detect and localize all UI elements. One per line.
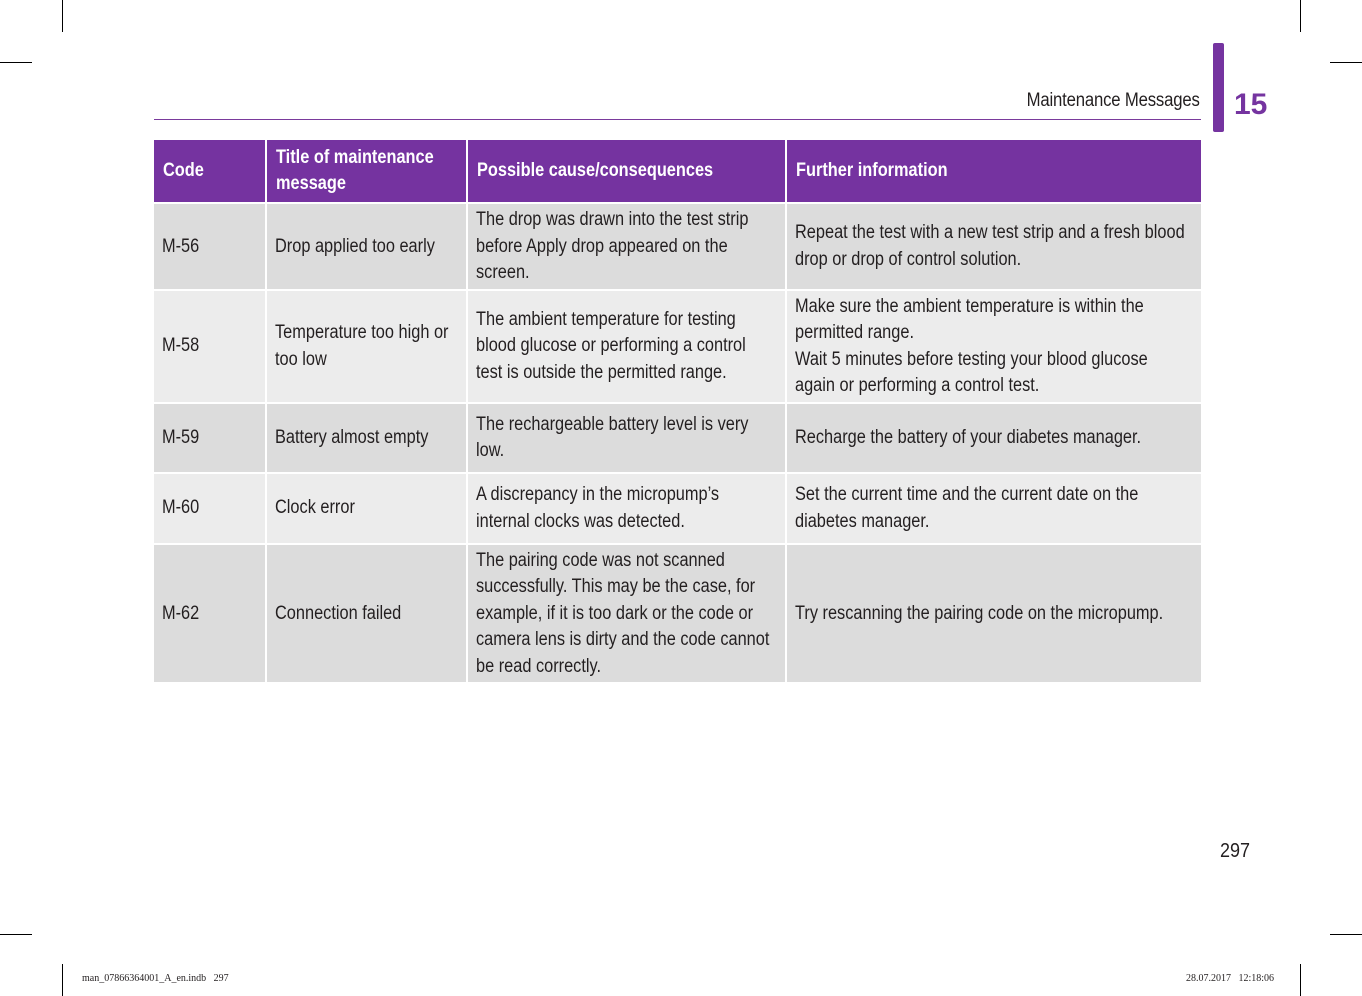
table-row xyxy=(154,473,1201,544)
column-header-info: Further information xyxy=(786,140,1201,203)
title-cell: Temperature too high or too low xyxy=(266,290,467,403)
code-cell: M-59 xyxy=(154,403,266,473)
info-cell: Set the current time and the current date on the diabetes manager. xyxy=(786,473,1201,544)
cause-cell: The rechargeable battery level is very low. xyxy=(467,403,786,473)
title-cell: Clock error xyxy=(266,473,467,544)
table-row xyxy=(154,403,1201,473)
info-cell: Try rescanning the pairing code on the micropump. xyxy=(786,544,1201,683)
crop-mark-top-left-v xyxy=(62,0,63,32)
title-cell: Drop applied too early xyxy=(266,203,467,290)
chapter-number: 15 xyxy=(1234,88,1268,121)
cause-cell: The pairing code was not scanned successfully. This may be the case, for example, if it is too dark or the code or camera lens is dirty and the code cannot be read correctly. xyxy=(467,544,786,683)
crop-mark-bottom-right-h xyxy=(1330,934,1362,935)
maintenance-messages-table xyxy=(154,140,1201,682)
chapter-marker-bar xyxy=(1213,43,1224,132)
code-cell: M-60 xyxy=(154,473,266,544)
footer-timestamp: 28.07.2017 12:18:06 xyxy=(1185,973,1274,984)
crop-mark-top-left-h xyxy=(0,62,32,63)
section-title: Maintenance Messages xyxy=(1026,90,1200,111)
crop-mark-bottom-left-h xyxy=(0,934,32,935)
cause-cell: The ambient temperature for testing blood glucose or performing a control test is outside the permitted range. xyxy=(467,290,786,403)
info-cell: Recharge the battery of your diabetes manager. xyxy=(786,403,1201,473)
table-header-row xyxy=(154,140,1201,203)
crop-mark-top-right-h xyxy=(1330,62,1362,63)
page-number: 297 xyxy=(1220,840,1251,862)
table-row xyxy=(154,203,1201,290)
table-row xyxy=(154,290,1201,403)
crop-mark-bottom-left-v xyxy=(62,964,63,996)
cause-cell: The drop was drawn into the test strip before Apply drop appeared on the screen. xyxy=(467,203,786,290)
info-cell: Repeat the test with a new test strip and a fresh blood drop or drop of control solution. xyxy=(786,203,1201,290)
code-cell: M-62 xyxy=(154,544,266,683)
crop-mark-bottom-right-v xyxy=(1300,964,1301,996)
title-cell: Connection failed xyxy=(266,544,467,683)
code-cell: M-58 xyxy=(154,290,266,403)
column-header-cause: Possible cause/consequences xyxy=(467,140,786,203)
table-row xyxy=(154,544,1201,683)
crop-mark-top-right-v xyxy=(1300,0,1301,32)
header-divider xyxy=(154,119,1201,120)
info-line: Wait 5 minutes before testing your blood glucose again or performing a control test. xyxy=(795,348,1148,396)
cause-cell: A discrepancy in the micropump’s internal clocks was detected. xyxy=(467,473,786,544)
info-line: Make sure the ambient temperature is within the permitted range. xyxy=(795,295,1144,343)
footer-file-info: man_07866364001_A_en.indb 297 xyxy=(82,973,229,984)
column-header-title: Title of maintenance message xyxy=(266,140,467,203)
column-header-code: Code xyxy=(154,140,266,203)
info-cell xyxy=(786,290,1201,403)
code-cell: M-56 xyxy=(154,203,266,290)
title-cell: Battery almost empty xyxy=(266,403,467,473)
